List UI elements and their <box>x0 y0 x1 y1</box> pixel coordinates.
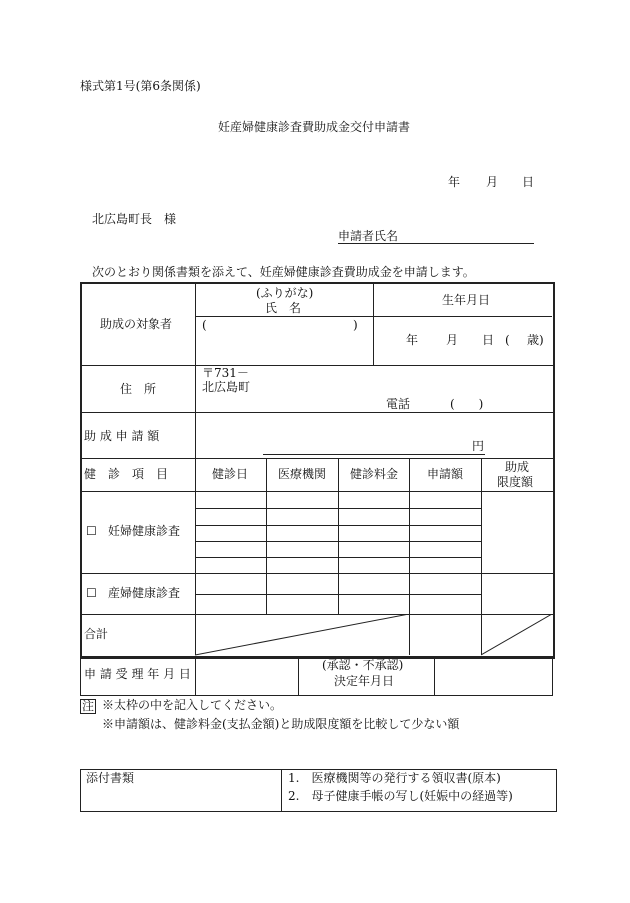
receipt-date-label: 申 請 受 理 年 月 日 <box>84 667 191 681</box>
date-day-label: 日 <box>522 175 535 189</box>
town-name: 北広島町 <box>202 380 251 394</box>
birth-year-label: 年 <box>406 333 419 347</box>
row-divider <box>80 491 553 492</box>
birthdate-label: 生年月日 <box>442 293 491 307</box>
col-divider <box>373 283 374 365</box>
col-request-header: 申請額 <box>427 467 464 481</box>
attachment-item-1: 1. 医療機関等の発行する領収書(原本) <box>288 771 501 785</box>
total-label: 合計 <box>84 627 109 641</box>
date-year-label: 年 <box>448 175 461 189</box>
date-month-label: 月 <box>486 175 499 189</box>
age-label: 歳) <box>527 333 544 347</box>
name-paren-open: ( <box>202 318 207 332</box>
pregnant-exam-label: 妊婦健康診査 <box>108 524 181 538</box>
postpartum-exam-label: 産婦健康診査 <box>108 586 181 600</box>
addressee: 北広島町長 様 <box>92 212 177 226</box>
row-divider <box>80 365 553 366</box>
name-label: 氏 名 <box>265 301 302 315</box>
col-fee-header: 健診料金 <box>350 467 399 481</box>
col-divider <box>298 656 299 695</box>
attachment-item-2: 2. 母子健康手帳の写し(妊娠中の経過等) <box>288 789 513 803</box>
item-label: 健 診 項 目 <box>84 467 169 481</box>
col-institution-header: 医療機関 <box>278 467 327 481</box>
phone-paren: ( ) <box>450 397 484 411</box>
total-diagonal <box>195 614 410 656</box>
limit-diagonal <box>481 614 553 656</box>
amount-underline <box>263 454 485 455</box>
postal-code: 〒731－ <box>202 366 249 380</box>
col-divider <box>195 283 196 458</box>
birth-month-label: 月 <box>446 333 459 347</box>
intro-text: 次のとおり関係書類を添えて、妊産婦健康診査費助成金を申請します。 <box>92 265 475 279</box>
col-limit-header-1: 助成 <box>505 460 530 474</box>
col-date-header: 健診日 <box>212 467 249 481</box>
postpartum-checkbox[interactable]: ☐ <box>86 586 97 600</box>
row-divider <box>80 458 553 459</box>
applicant-name-line[interactable] <box>338 243 534 244</box>
birth-day-label: 日 <box>482 333 495 347</box>
form-number: 様式第1号(第6条関係) <box>80 79 201 93</box>
address-label: 住 所 <box>120 382 157 396</box>
approval-label: (承認・不承認) <box>322 658 404 672</box>
col-divider <box>281 769 282 811</box>
row-divider <box>80 412 553 413</box>
note-2: ※申請額は、健診料金(支払金額)と助成限度額を比較して少ない額 <box>102 717 460 731</box>
note-1: ※太枠の中を記入してください。 <box>102 698 283 712</box>
col-divider <box>195 656 196 695</box>
note-mark: 注 <box>82 699 95 713</box>
decision-date-label: 決定年月日 <box>334 674 395 688</box>
name-paren-close: ) <box>353 318 358 332</box>
amount-label: 助 成 申 請 額 <box>84 429 160 443</box>
col-divider <box>266 458 267 614</box>
subject-label: 助成の対象者 <box>100 317 173 331</box>
col-divider <box>338 458 339 614</box>
attachments-label: 添付書類 <box>86 771 135 785</box>
col-limit-header-2: 限度額 <box>497 475 534 489</box>
phone-label: 電話 <box>386 397 411 411</box>
furigana-label: (ふりがな) <box>256 286 314 300</box>
row-divider <box>80 573 553 574</box>
col-divider <box>434 656 435 695</box>
form-title: 妊産婦健康診査費助成金交付申請書 <box>218 120 411 134</box>
pregnant-checkbox[interactable]: ☐ <box>86 524 97 538</box>
age-paren-open: ( <box>505 333 510 347</box>
yen-label: 円 <box>472 439 485 453</box>
applicant-label: 申請者氏名 <box>338 229 399 243</box>
